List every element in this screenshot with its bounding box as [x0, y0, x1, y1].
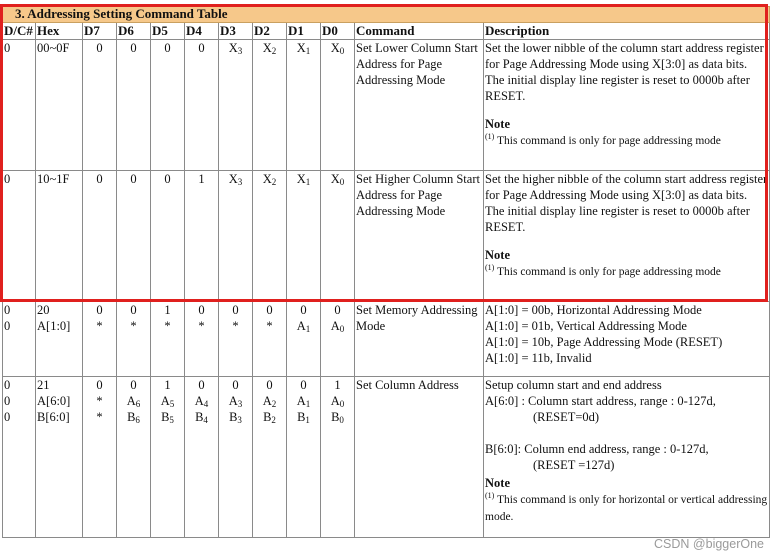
- header-row: [3, 23, 770, 40]
- cell-d2: 0 *: [253, 302, 287, 377]
- cell-d5: 0: [151, 171, 185, 302]
- cell-d7: 0 *: [83, 302, 117, 377]
- addressing-command-table: [2, 6, 770, 538]
- cell-dc: 0: [3, 40, 36, 171]
- note-label: Note: [485, 117, 510, 131]
- note-label: Note: [485, 248, 510, 262]
- header-d4: D4: [185, 23, 219, 40]
- cell-hex: 21 A[6:0] B[6:0]: [36, 377, 83, 538]
- cell-d3: 0 *: [219, 302, 253, 377]
- header-d3: D3: [219, 23, 253, 40]
- cell-d0: 0 $A_0$: [321, 302, 355, 377]
- cell-d4: 0 $A_4$ $B_4$: [185, 377, 219, 538]
- cell-d1: $X_1$: [287, 171, 321, 302]
- table-title: 3. Addressing Setting Command Table: [3, 7, 770, 23]
- header-d5: D5: [151, 23, 185, 40]
- header-d6: D6: [117, 23, 151, 40]
- table-row: [3, 171, 770, 302]
- cell-dc: 0 0: [3, 302, 36, 377]
- cell-d0: 1 $A_0$ $B_0$: [321, 377, 355, 538]
- header-hex: Hex: [36, 23, 83, 40]
- description-text: Set the higher nibble of the column start address register for Page Addressing Mode using X[3:0] as data bits. The initial display line register is reset to 0000b after RESET.: [485, 172, 768, 234]
- note-footnote: $^{(1)}$ This command is only for horizontal or vertical addressing mode.: [485, 491, 768, 523]
- header-description: Description: [484, 23, 770, 40]
- cell-d6: 0: [117, 40, 151, 171]
- cell-d2: 0 $A_2$ $B_2$: [253, 377, 287, 538]
- table-row: [3, 377, 770, 538]
- header-d7: D7: [83, 23, 117, 40]
- description-text: Set the lower nibble of the column start address register for Page Addressing Mode using X[3:0] as data bits. The initial display line register is reset to 0000b after RESET.: [485, 41, 764, 103]
- cell-d6: 0 $A_6$ $B_6$: [117, 377, 151, 538]
- cell-description: Setup column start and end address A[6:0] : Column start address, range : 0-127d, (RESET=0d) B[6:0]: Column end address, range : 0-127d, (RESET =127d) Note $^{(1)}$ This command is only for horizontal or vertical addressing mode.: [484, 377, 770, 538]
- cell-d7: 0 * *: [83, 377, 117, 538]
- watermark: CSDN @biggerOne: [654, 537, 764, 551]
- header-d0: D0: [321, 23, 355, 40]
- cell-hex: 20 A[1:0]: [36, 302, 83, 377]
- cell-d7: 0: [83, 171, 117, 302]
- cell-d3: $X_3$: [219, 171, 253, 302]
- cell-d0: $X_0$: [321, 40, 355, 171]
- cell-d3: 0 $A_3$ $B_3$: [219, 377, 253, 538]
- cell-d4: 0 *: [185, 302, 219, 377]
- header-dc: D/C#: [3, 23, 36, 40]
- cell-d6: 0: [117, 171, 151, 302]
- cell-d5: 1 $A_5$ $B_5$: [151, 377, 185, 538]
- cell-d5: 0: [151, 40, 185, 171]
- cell-d6: 0 *: [117, 302, 151, 377]
- note-footnote: $^{(1)}$ This command is only for page addressing mode: [485, 263, 721, 278]
- cell-description: A[1:0] = 00b, Horizontal Addressing Mode A[1:0] = 01b, Vertical Addressing Mode A[1:0] = 10b, Page Addressing Mode (RESET) A[1:0] = 11b, Invalid: [484, 302, 770, 377]
- cell-dc: 0 0 0: [3, 377, 36, 538]
- note-footnote: $^{(1)}$ This command is only for page addressing mode: [485, 132, 721, 147]
- cell-d1: 0 $A_1$ $B_1$: [287, 377, 321, 538]
- cell-dc: 0: [3, 171, 36, 302]
- cell-command: Set Higher Column Start Address for Page Addressing Mode: [355, 171, 484, 302]
- cell-hex: 10~1F: [36, 171, 83, 302]
- cell-d5: 1 *: [151, 302, 185, 377]
- header-command: Command: [355, 23, 484, 40]
- cell-d1: $X_1$: [287, 40, 321, 171]
- table-row: [3, 302, 770, 377]
- cell-command: Set Column Address: [355, 377, 484, 538]
- cell-command: Set Memory Addressing Mode: [355, 302, 484, 377]
- cell-d4: 1: [185, 171, 219, 302]
- cell-d2: $X_2$: [253, 40, 287, 171]
- table-row: [3, 40, 770, 171]
- cell-command: Set Lower Column Start Address for Page Addressing Mode: [355, 40, 484, 171]
- header-d1: D1: [287, 23, 321, 40]
- note-label: Note: [485, 476, 510, 490]
- cell-d2: $X_2$: [253, 171, 287, 302]
- cell-description: [484, 40, 770, 171]
- cell-d7: 0: [83, 40, 117, 171]
- cell-d3: $X_3$: [219, 40, 253, 171]
- header-d2: D2: [253, 23, 287, 40]
- cell-d0: $X_0$: [321, 171, 355, 302]
- cell-hex: 00~0F: [36, 40, 83, 171]
- cell-d4: 0: [185, 40, 219, 171]
- cell-d1: 0 $A_1$: [287, 302, 321, 377]
- cell-description: [484, 171, 770, 302]
